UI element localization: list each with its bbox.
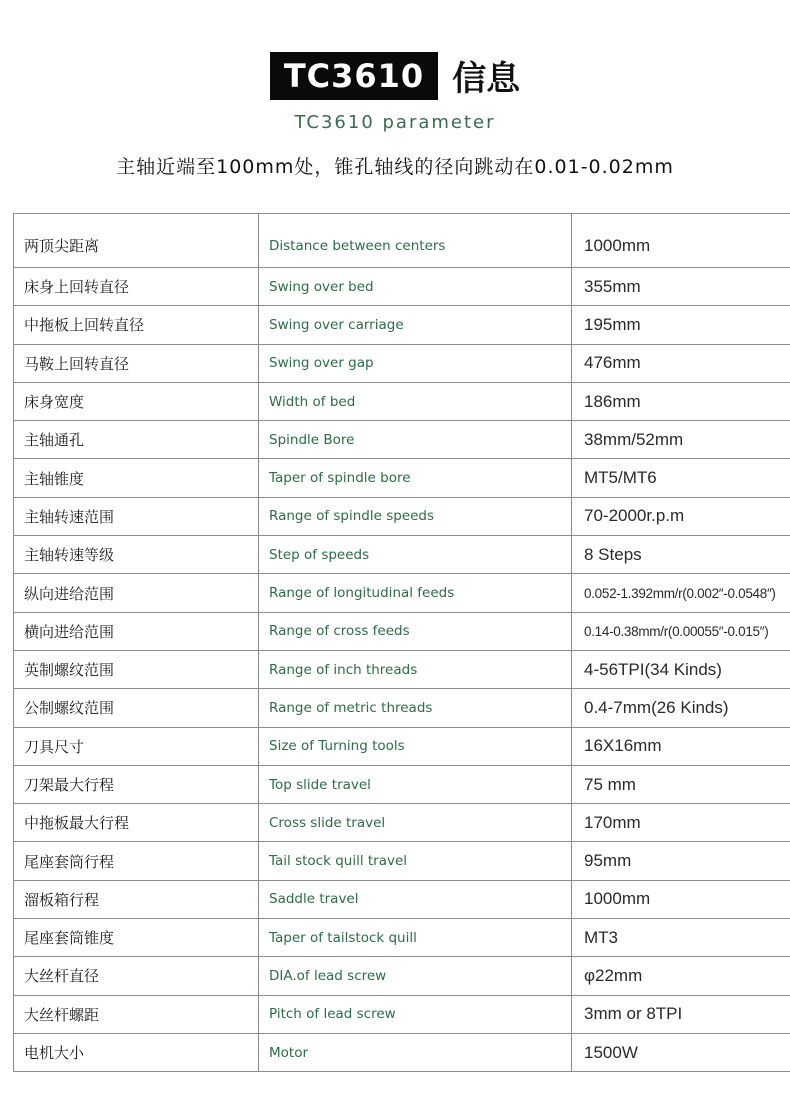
table-row	[14, 612, 790, 650]
table-row	[14, 650, 790, 688]
description: 主轴近端至100mm处，锥孔轴线的径向跳动在0.01-0.02mm	[116, 156, 674, 178]
spec-name-cn: 主轴转速等级	[14, 536, 259, 574]
table-row	[14, 1033, 790, 1071]
spec-name-cn: 英制螺纹范围	[14, 650, 259, 688]
spec-value: 0.052-1.392mm/r(0.002″-0.0548″)	[572, 574, 790, 612]
spec-name-cn: 溜板箱行程	[14, 880, 259, 918]
spec-name-en: Distance between centers	[259, 214, 572, 268]
spec-value: 75 mm	[572, 765, 790, 803]
spec-name-en: Swing over carriage	[259, 306, 572, 344]
spec-name-cn: 大丝杆直径	[14, 957, 259, 995]
spec-name-en: Swing over bed	[259, 268, 572, 306]
spec-value: 0.14-0.38mm/r(0.00055″-0.015″)	[572, 612, 790, 650]
spec-value: 16X16mm	[572, 727, 790, 765]
spec-value: 3mm or 8TPI	[572, 995, 790, 1033]
spec-name-en: Taper of spindle bore	[259, 459, 572, 497]
spec-name-en: Range of cross feeds	[259, 612, 572, 650]
spec-value: 1000mm	[572, 880, 790, 918]
spec-name-cn: 刀架最大行程	[14, 765, 259, 803]
spec-name-cn: 尾座套筒行程	[14, 842, 259, 880]
table-row	[14, 344, 790, 382]
spec-value: 170mm	[572, 804, 790, 842]
spec-name-cn: 中拖板上回转直径	[14, 306, 259, 344]
spec-value: 8 Steps	[572, 536, 790, 574]
spec-name-en: Top slide travel	[259, 765, 572, 803]
spec-name-en: Range of spindle speeds	[259, 497, 572, 535]
spec-name-cn: 电机大小	[14, 1033, 259, 1071]
spec-name-en: Cross slide travel	[259, 804, 572, 842]
spec-name-cn: 大丝杆螺距	[14, 995, 259, 1033]
table-row	[14, 574, 790, 612]
spec-name-cn: 床身上回转直径	[14, 268, 259, 306]
spec-name-cn: 尾座套筒锥度	[14, 919, 259, 957]
table-row	[14, 995, 790, 1033]
spec-value: 1500W	[572, 1033, 790, 1071]
spec-name-cn: 纵向进给范围	[14, 574, 259, 612]
spec-value: 0.4-7mm(26 Kinds)	[572, 689, 790, 727]
spec-name-cn: 刀具尺寸	[14, 727, 259, 765]
spec-name-en: Size of Turning tools	[259, 727, 572, 765]
spec-name-en: Tail stock quill travel	[259, 842, 572, 880]
spec-name-en: Range of longitudinal feeds	[259, 574, 572, 612]
spec-name-en: Width of bed	[259, 382, 572, 420]
spec-name-en: Spindle Bore	[259, 421, 572, 459]
spec-value: MT5/MT6	[572, 459, 790, 497]
table-row	[14, 268, 790, 306]
spec-name-en: Motor	[259, 1033, 572, 1071]
table-row	[14, 497, 790, 535]
spec-table	[13, 213, 790, 1072]
model-badge: TC3610	[270, 52, 438, 100]
spec-name-en: Saddle travel	[259, 880, 572, 918]
spec-name-en: Step of speeds	[259, 536, 572, 574]
spec-name-en: Range of metric threads	[259, 689, 572, 727]
page-title	[0, 51, 790, 100]
table-row	[14, 306, 790, 344]
spec-value: 476mm	[572, 344, 790, 382]
table-row	[14, 727, 790, 765]
spec-value: MT3	[572, 919, 790, 957]
spec-value: 38mm/52mm	[572, 421, 790, 459]
table-row	[14, 880, 790, 918]
spec-name-cn: 主轴转速范围	[14, 497, 259, 535]
spec-name-cn: 主轴锥度	[14, 459, 259, 497]
spec-value: 195mm	[572, 306, 790, 344]
spec-name-cn: 公制螺纹范围	[14, 689, 259, 727]
table-row	[14, 919, 790, 957]
spec-value: 186mm	[572, 382, 790, 420]
spec-value: 4-56TPI(34 Kinds)	[572, 650, 790, 688]
spec-name-en: DIA.of lead screw	[259, 957, 572, 995]
spec-value: 355mm	[572, 268, 790, 306]
table-row	[14, 765, 790, 803]
spec-name-en: Pitch of lead screw	[259, 995, 572, 1033]
table-row	[14, 421, 790, 459]
spec-name-cn: 中拖板最大行程	[14, 804, 259, 842]
title-word: 信息	[452, 59, 521, 99]
table-row	[14, 382, 790, 420]
subtitle: TC3610 parameter	[294, 112, 496, 133]
spec-name-cn: 两顶尖距离	[14, 214, 259, 268]
spec-name-en: Range of inch threads	[259, 650, 572, 688]
spec-name-cn: 马鞍上回转直径	[14, 344, 259, 382]
spec-name-cn: 横向进给范围	[14, 612, 259, 650]
spec-value: 95mm	[572, 842, 790, 880]
table-row	[14, 214, 790, 268]
spec-name-cn: 主轴通孔	[14, 421, 259, 459]
table-row	[14, 842, 790, 880]
spec-name-cn: 床身宽度	[14, 382, 259, 420]
table-row	[14, 957, 790, 995]
table-row	[14, 536, 790, 574]
spec-name-en: Swing over gap	[259, 344, 572, 382]
spec-name-en: Taper of tailstock quill	[259, 919, 572, 957]
table-row	[14, 459, 790, 497]
spec-value: 70-2000r.p.m	[572, 497, 790, 535]
spec-value: 1000mm	[572, 214, 790, 268]
table-row	[14, 689, 790, 727]
spec-value: φ22mm	[572, 957, 790, 995]
table-row	[14, 804, 790, 842]
